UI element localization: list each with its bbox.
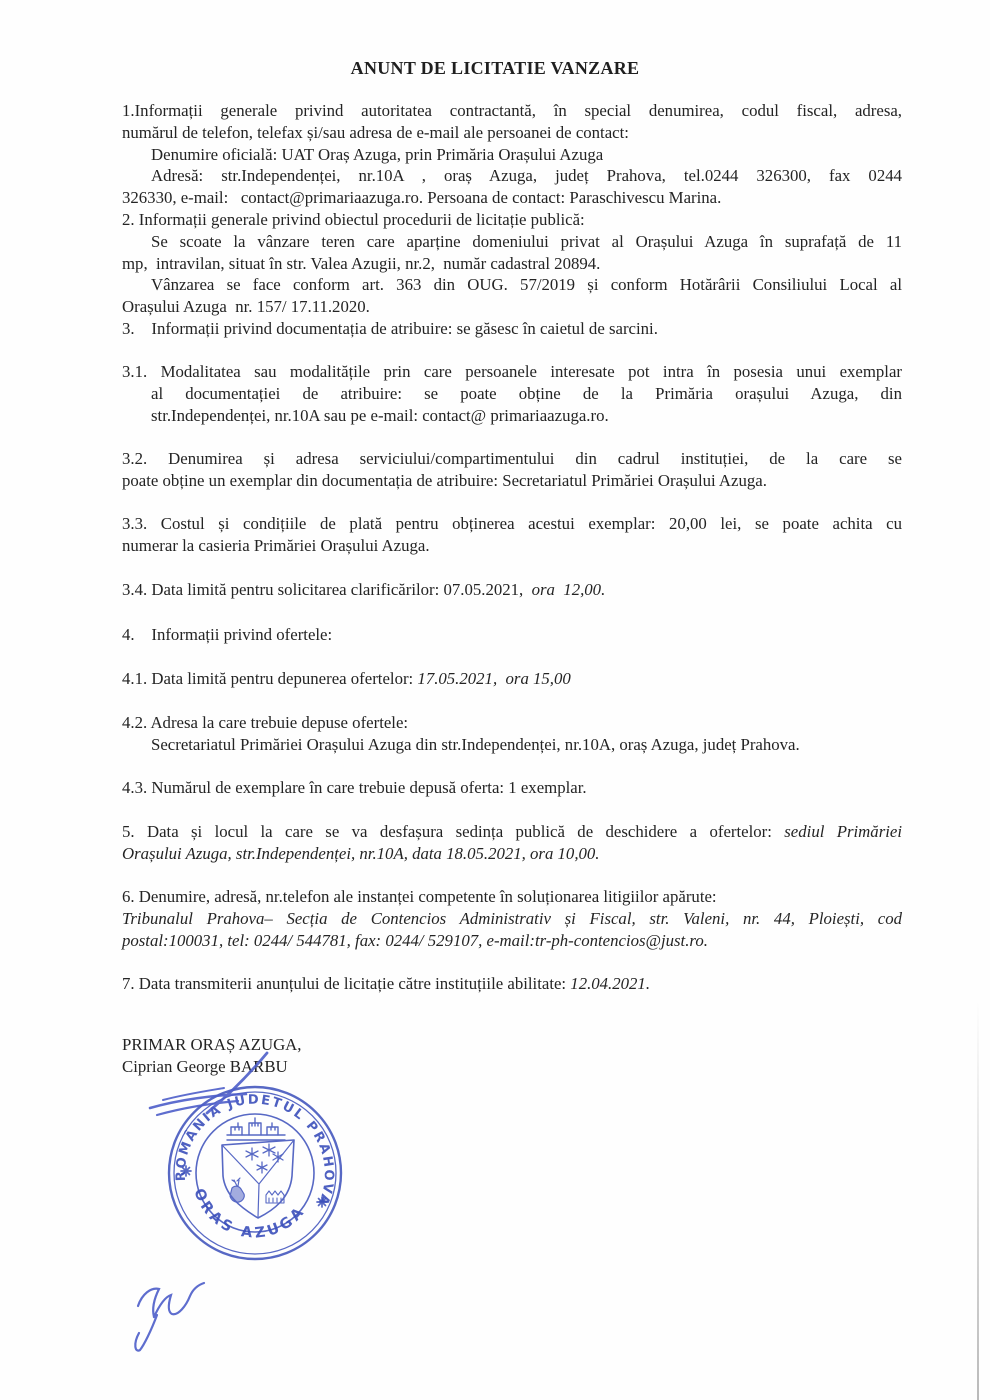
scan-edge-artifact (977, 1000, 979, 1400)
building-icon (266, 1191, 284, 1203)
doc-line: str.Independenței, nr.10A sau pe e-mail: contact@ primariaazuga.ro. (151, 405, 609, 425)
section-5 (122, 821, 902, 865)
doc-line: 2. Informații generale privind obiectul procedurii de licitație publică: (122, 209, 585, 229)
section-7 (122, 973, 902, 995)
stamp-text-layer (166, 1084, 344, 1255)
doc-line: Denumire oficială: UAT Oraș Azuga, prin Primăria Orașului Azuga (151, 144, 604, 164)
doc-line (122, 973, 902, 995)
stag-icon (230, 1178, 244, 1202)
signature-initials (135, 1283, 204, 1351)
section-4 (122, 624, 902, 646)
italic-segment: 17.05.2021, ora 15,00 (417, 669, 571, 688)
doc-line: numerar la casieria Primăriei Orașului Azuga. (122, 535, 430, 555)
italic-segment: sediul Primăriei (784, 822, 902, 841)
section-intro (122, 100, 902, 340)
snowflakes-icon (246, 1144, 283, 1173)
stamp-bottom-text: ORAS AZUGA (190, 1186, 310, 1242)
section-3-2 (122, 448, 902, 492)
signature-block (122, 1034, 902, 1078)
doc-line: 4. Informații privind ofertele: (122, 625, 333, 644)
doc-line: mp, intravilan, situat în str. Valea Azugii, nr.2, număr cadastral 20894. (122, 253, 601, 273)
italic-segment: ora 12,00. (531, 580, 606, 599)
text-segment: 3.4. Data limită pentru solicitarea clarificărilor: 07.05.2021, (122, 580, 532, 599)
doc-line: 3. Informații privind documentația de atribuire: se găsesc în caietul de sarcini. (122, 318, 658, 338)
signer-name: Ciprian George BARBU (122, 1056, 288, 1076)
doc-line: 326330, e-mail: contact@primariaazuga.ro. Persoana de contact: Paraschivescu Marina. (122, 188, 722, 208)
doc-line: Orașului Azuga nr. 157/ 17.11.2020. (122, 297, 370, 317)
section-3-4 (122, 579, 902, 601)
section-3-3 (122, 513, 902, 557)
doc-line: 3.3. Costul și condițiile de plată pentru obținerea acestui exemplar: 20,00 lei, se poate achita cu (122, 514, 902, 533)
doc-line: Secretariatul Primăriei Orașului Azuga din str.Independenței, nr.10A, oraș Azuga, județ Prahova. (151, 734, 800, 754)
doc-line: 3.2. Denumirea și adresa serviciului/compartimentului din cadrul instituției, de la care se (122, 449, 902, 468)
doc-line: Vânzarea se face conform art. 363 din OUG. 57/2019 și conform Hotărârii Consiliului Local al (151, 275, 902, 295)
section-3-1 (122, 361, 902, 426)
doc-line: numărul de telefon, telefax și/sau adresa de e-mail ale persoanei de contact: (122, 122, 629, 142)
doc-line (122, 579, 902, 601)
doc-line: 4.2. Adresa la care trebuie depuse ofertele: (122, 713, 409, 732)
doc-line: al documentației de atribuire: se poate obține de la Primăria orașului Azuga, din (151, 383, 902, 403)
section-4-2 (122, 712, 902, 756)
municipal-stamp (166, 1084, 344, 1262)
crown-icon (227, 1118, 285, 1140)
doc-line (122, 821, 902, 843)
text-segment: 7. Data transmiterii anunțului de licitație către instituțiile abilitate: (122, 974, 571, 993)
text-segment: 4.1. Data limită pentru depunerea ofertelor: (122, 669, 418, 688)
doc-line: 1.Informații generale privind autoritatea contractantă, în special denumirea, codul fiscal, adresa, (122, 101, 902, 120)
doc-line: Se scoate la vânzare teren care aparține domeniului privat al Orașului Azuga în suprafață de 11 (151, 231, 902, 251)
doc-line (122, 668, 902, 690)
doc-line: Adresă: str.Independenței, nr.10A , oraș Azuga, județ Prahova, tel.0244 326300, fax 0244 (151, 166, 902, 186)
doc-line: 4.3. Numărul de exemplare în care trebuie depusă oferta: 1 exemplar. (122, 778, 587, 797)
doc-line: Orașului Azuga, str.Independenței, nr.10A, data 18.05.2021, ora 10,00. (122, 843, 600, 863)
section-4-3 (122, 777, 902, 799)
italic-segment: 12.04.2021. (570, 974, 651, 993)
doc-line: 3.1. Modalitatea sau modalitățile prin care persoanele interesate pot intra în posesia unui exemplar (122, 362, 902, 381)
signer-title: PRIMAR ORAȘ AZUGA, (122, 1035, 302, 1054)
section-4-1 (122, 668, 902, 690)
doc-line: 6. Denumire, adresă, nr.telefon ale instanței competente în soluționarea litigiilor apărute: (122, 887, 717, 906)
doc-line: poate obține un exemplar din documentația de atribuire: Secretariatul Primăriei Orașului Azuga. (122, 470, 767, 490)
section-6 (122, 886, 902, 951)
doc-line: Tribunalul Prahova– Secția de Contencios Administrativ și Fiscal, str. Valeni, nr. 44, Ploiești, cod (122, 908, 902, 928)
document-title: ANUNT DE LICITATIE VANZARE (350, 58, 640, 78)
text-segment: 5. Data și locul la care se va desfașura sedința publică de deschidere a ofertelor: (122, 822, 785, 841)
stamp-top-text: ROMÂNIA JUDETUL PRAHOVA (173, 1092, 337, 1209)
doc-line: postal:100031, tel: 0244/ 544781, fax: 0244/ 529107, e-mail:tr-ph-contencios@just.ro. (122, 930, 708, 950)
